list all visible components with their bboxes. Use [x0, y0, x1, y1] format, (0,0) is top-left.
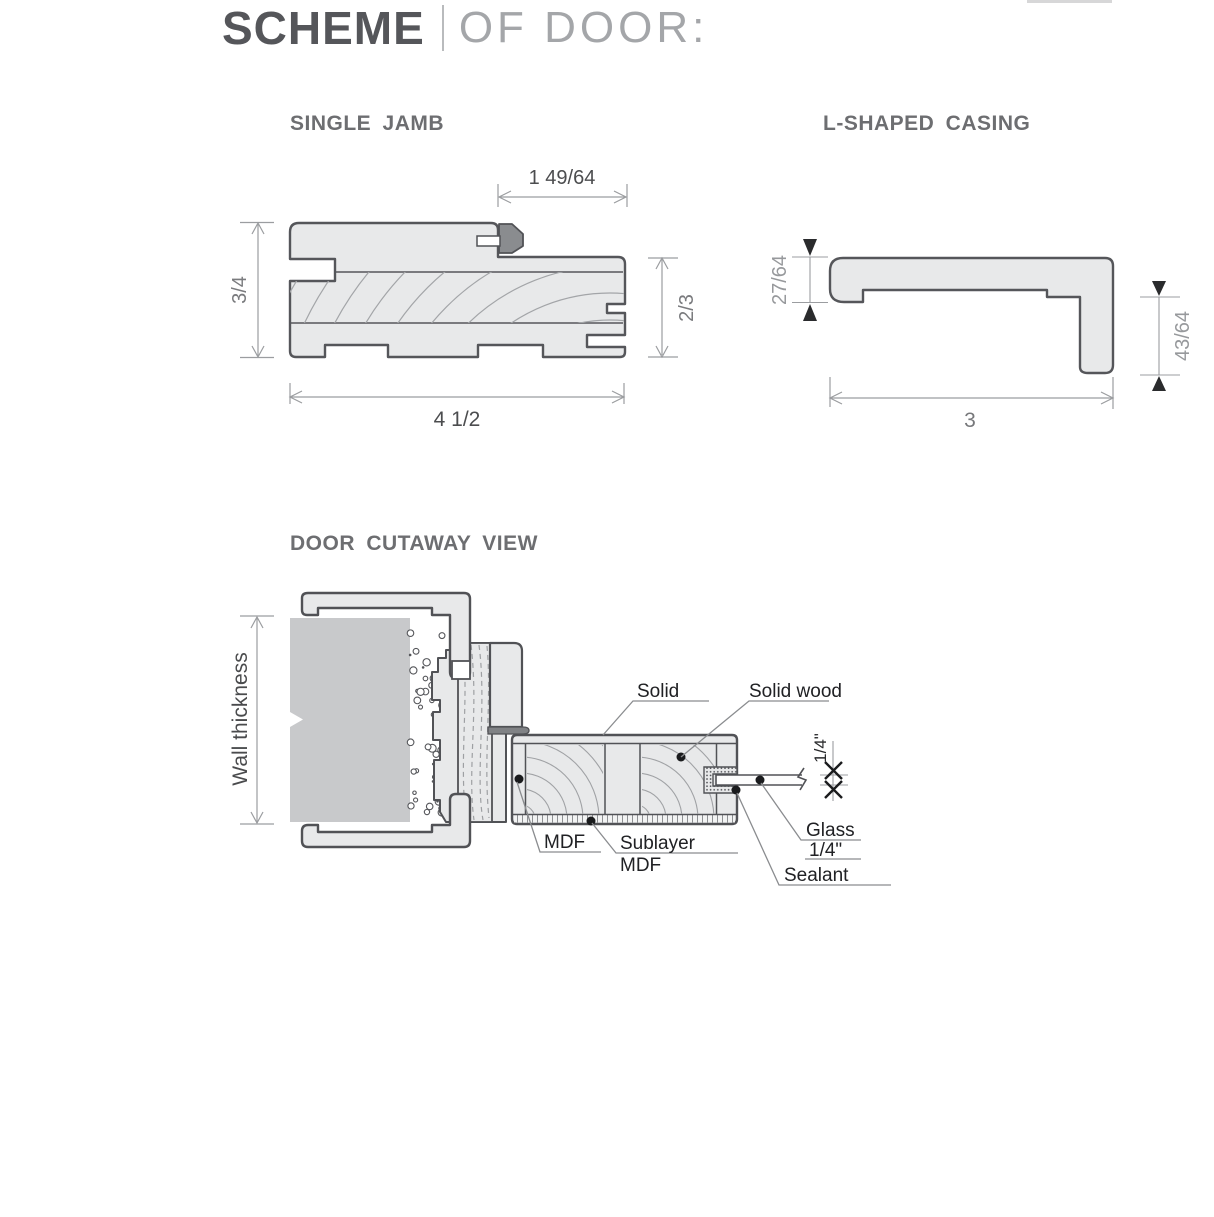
jamb-profile — [290, 223, 625, 357]
wall-thickness-dim: Wall thickness — [229, 652, 252, 786]
casing-dim-left-lines — [792, 239, 828, 321]
casing-dim-right: 43/64 — [1172, 310, 1194, 362]
single-jamb-heading: SINGLE JAMB — [290, 112, 445, 135]
casing-dim-bottom: 3 — [964, 409, 976, 432]
label-sublayer-line1: Sublayer — [620, 833, 695, 854]
casing-dim-bottom-lines — [830, 377, 1113, 409]
label-sublayer-line2: MDF — [620, 855, 662, 876]
casing-dim-left: 27/64 — [769, 254, 791, 306]
label-sealant: Sealant — [784, 865, 849, 886]
cutaway-heading: DOOR CUTAWAY VIEW — [290, 532, 538, 555]
l-casing-drawing — [769, 239, 1194, 432]
label-solid-wood: Solid wood — [749, 681, 842, 702]
casing-profile — [830, 258, 1113, 373]
l-casing-heading: L-SHAPED CASING — [823, 112, 1031, 135]
jamb-dim-bottom: 4 1/2 — [433, 408, 481, 431]
wall — [290, 618, 410, 822]
jamb-dim-right-lines — [648, 258, 678, 357]
jamb-dim-top: 1 49/64 — [528, 167, 596, 189]
jamb-clip-slot — [477, 236, 500, 246]
sublayer-hatch — [514, 815, 735, 823]
page-title-secondary: OF DOOR: — [458, 3, 709, 52]
jamb-dim-left: 3/4 — [229, 276, 251, 304]
jamb-dim-bottom-lines — [290, 383, 624, 404]
label-glass-line2: 1/4" — [809, 840, 843, 861]
jamb-dim-right: 2/3 — [676, 294, 698, 322]
door-seal — [488, 727, 529, 734]
casing-clip-socket — [452, 661, 470, 679]
label-glass-line1: Glass — [806, 820, 855, 841]
door-stop — [490, 643, 522, 727]
label-mdf: MDF — [544, 832, 586, 853]
page-title-primary: SCHEME — [222, 2, 425, 54]
glass-gap-dim: 1/4" — [811, 733, 830, 763]
jamb-clip-icon — [499, 224, 523, 253]
cutaway-drawing — [229, 593, 891, 929]
label-solid: Solid — [637, 681, 680, 702]
